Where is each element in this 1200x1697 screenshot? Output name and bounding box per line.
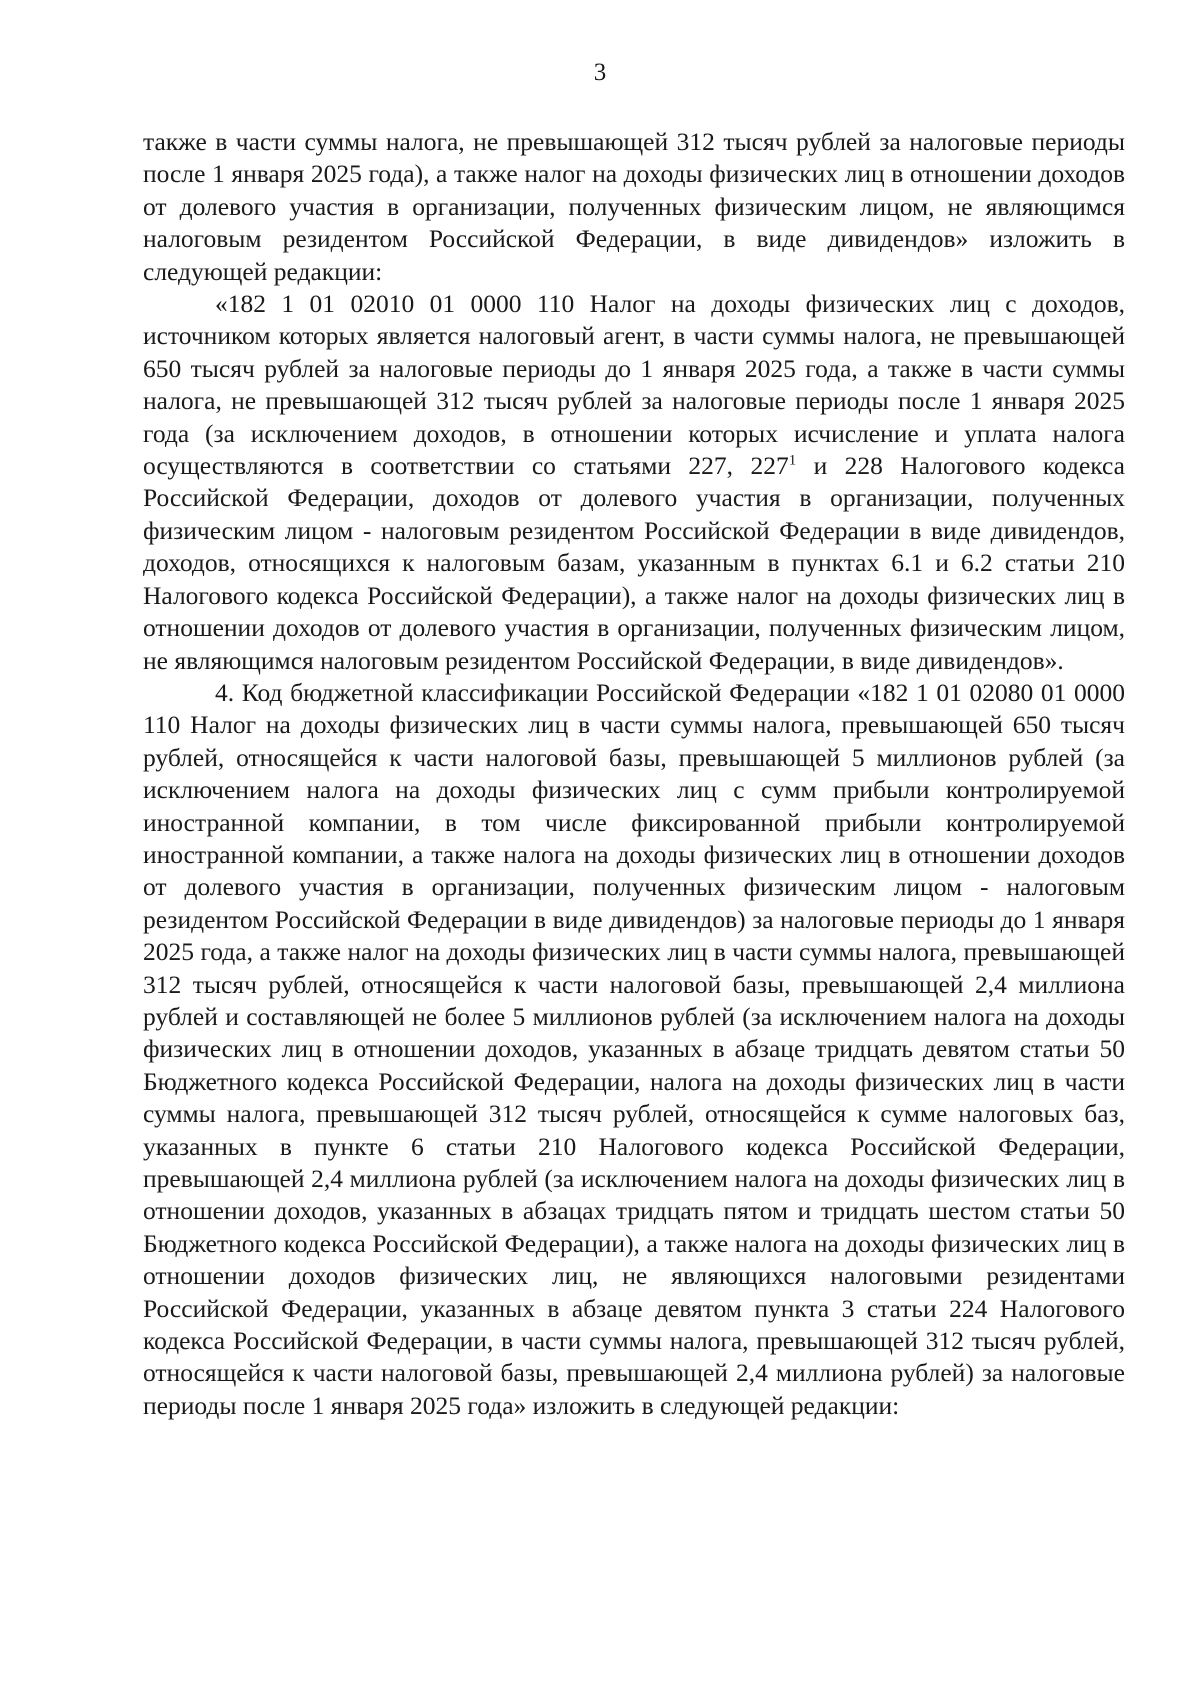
paragraph-continuation: также в части суммы налога, не превышающей 312 тысяч рублей за налоговые периоды после 1 января 2025 года), а также налог на доходы физических лиц в отношении доходов от долевого участия в организации, полученных физическим лицом, не являющимся налоговым резидентом Российской Федерации, в виде дивидендов» изложить в следующей редакции: — [143, 127, 1125, 286]
paragraph-text-part-1: «182 1 01 02010 01 0000 110 Налог на доходы физических лиц с доходов, источником которых является налоговый агент, в части суммы налога, не превышающей 650 тысяч рублей за налоговые периоды до 1 января 2025 года, а также в части суммы налога, не превышающей 312 тысяч рублей за налоговые периоды после 1 января 2025 года (за исключением доходов, в отношении которых исчисление и уплата налога осуществляются в соответствии со статьями 227, 227 — [143, 289, 1125, 481]
paragraph-text-part-2: и 228 Налогового кодекса Российской Федерации, доходов от долевого участия в организации, полученных физическим лицом - налоговым резидентом Российской Федерации в виде дивидендов, доходов, относящихся к налоговым базам, указанным в пунктах 6.1 и 6.2 статьи 210 Налогового кодекса Российской Федерации), а также налог на доходы физических лиц в отношении доходов от долевого участия в организации, полученных физическим лицом, не являющимся налоговым резидентом Российской Федерации, в виде дивидендов». — [143, 451, 1126, 675]
page-number: 3 — [593, 59, 607, 86]
superscript-footnote: 1 — [788, 452, 797, 469]
paragraph-kbk-182-1-01-02010 — [143, 288, 1125, 677]
paragraph-item-4: 4. Код бюджетной классификации Российской Федерации «182 1 01 02080 01 0000 110 Налог на доходы физических лиц в части суммы налога, превышающей 650 тысяч рублей, относящейся к части налоговой базы, превышающей 5 миллионов рублей (за исключением налога на доходы физических лиц с сумм прибыли контролируемой иностранной компании, в том числе фиксированной прибыли контролируемой иностранной компании, а также налога на доходы физических лиц в отношении доходов от долевого участия в организации, полученных физическим лицом - налоговым резидентом Российской Федерации в виде дивидендов) за налоговые периоды до 1 января 2025 года, а также налог на доходы физических лиц в части суммы налога, превышающей 312 тысяч рублей, относящейся к части налоговой базы, превышающей 2,4 миллиона рублей и составляющей не более 5 миллионов рублей (за исключением налога на доходы физических лиц в отношении доходов, указанных в абзаце тридцать девятом статьи 50 Бюджетного кодекса Российской Федерации, налога на доходы физических лиц в части суммы налога, превышающей 312 тысяч рублей, относящейся к сумме налоговых баз, указанных в пункте 6 статьи 210 Налогового кодекса Российской Федерации, превышающей 2,4 миллиона рублей (за исключением налога на доходы физических лиц в отношении доходов, указанных в абзацах тридцать пятом и тридцать шестом статьи 50 Бюджетного кодекса Российской Федерации), а также налога на доходы физических лиц в отношении доходов физических лиц, не являющихся налоговыми резидентами Российской Федерации, указанных в абзаце девятом пункта 3 статьи 224 Налогового кодекса Российской Федерации, в части суммы налога, превышающей 312 тысяч рублей, относящейся к части налоговой базы, превышающей 2,4 миллиона рублей) за налоговые периоды после 1 января 2025 года» изложить в следующей редакции: — [143, 677, 1125, 1420]
document-body — [143, 126, 1125, 1422]
